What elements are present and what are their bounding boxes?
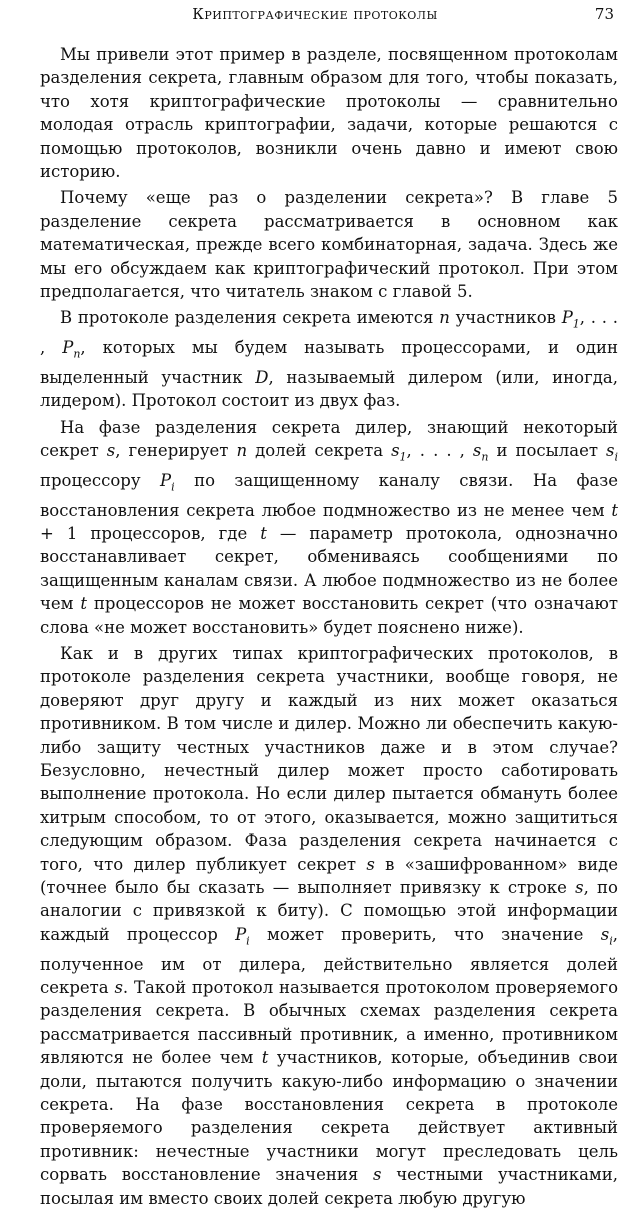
text-run: , . . . ,: [406, 441, 473, 461]
text-run: в «зашифрованном» виде (точнее было бы сказать — выполняет привязку к строке: [40, 854, 618, 897]
math-symbol: s: [575, 878, 584, 897]
text-run: , по аналогии с привязкой к биту). С помощью этой информации каждый процессор: [40, 878, 618, 944]
math-symbol: t: [261, 1048, 269, 1068]
math-symbol: t: [611, 500, 618, 520]
text-run: , генерирует: [115, 441, 237, 461]
text-run: участников, которые, объединив свои доли, пытаются получить какую-либо информацию о значении секрета. На фазе восстановления секрета в протоколе проверяемого разделения секрета действует активный противник: нечестные участники могут преследовать цель сорвать восстановление значения: [40, 1048, 618, 1185]
text-run: На фазе разделения секрета дилер, знающий некоторый секрет: [40, 417, 618, 461]
page-number: 73: [594, 5, 614, 23]
text-run: , которых мы будем называть процессорами, и один выделенный участник: [40, 338, 618, 387]
text-run: , . . . ,: [40, 308, 618, 358]
math-symbol: P: [160, 470, 172, 490]
text-run: , полученное им от дилера, действительно является долей секрета: [40, 924, 618, 997]
text-run: процессоров не может восстановить секрет (что означают слова «не может восстановить» будет пояснено ниже).: [40, 594, 618, 637]
math-symbol: s: [391, 441, 400, 461]
text-run: процессору: [40, 470, 160, 490]
math-symbol: t: [80, 594, 88, 614]
math-symbol: P: [62, 338, 74, 358]
paragraph: [40, 186, 618, 303]
subscript: i: [609, 934, 613, 948]
text-run: В протоколе разделения секрета имеются: [60, 308, 440, 328]
subscript: n: [73, 347, 81, 361]
text-run: долей секрета: [247, 441, 392, 461]
text-run: + 1 процессоров, где: [40, 523, 261, 543]
math-symbol: P: [561, 308, 573, 328]
math-symbol: n: [236, 441, 248, 461]
text-run: . Такой протокол называется протоколом проверяемого разделения секрета. В обычных схемах разделения секрета рассматривается пассивный противник, а именно, противником являются не более чем: [40, 977, 619, 1068]
text-run: Почему «еще раз о разделении секрета»? В главе 5 разделение секрета рассматривается в основном как математическая, прежде всего комбинаторная, задача. Здесь же мы его обсуждаем как криптографический протокол. При этом предполагается, что читатель знаком с главой 5.: [40, 188, 618, 302]
subscript: 1: [399, 450, 407, 464]
subscript: i: [171, 480, 175, 494]
math-symbol: s: [106, 441, 116, 461]
text-run: , называемый дилером (или, иногда, лидером). Протокол состоит из двух фаз.: [40, 367, 618, 411]
math-symbol: s: [366, 854, 375, 874]
text-run: честными участниками, посылая им вместо своих долей секрета любую другую: [40, 1165, 618, 1208]
math-symbol: n: [439, 308, 450, 328]
math-symbol: s: [600, 924, 610, 944]
subscript: i: [614, 450, 618, 464]
text-run: может проверить, что значение: [249, 924, 601, 944]
subscript: n: [481, 450, 489, 464]
text-run: участников: [449, 308, 562, 328]
math-symbol: D: [255, 367, 269, 387]
math-symbol: s: [114, 977, 123, 997]
running-title: Криптографические протоколы: [192, 5, 438, 23]
text-run: по защищенному каналу связи. На фазе восстановления секрета любое подмножество из не менее чем: [40, 470, 618, 520]
text-run: — параметр протокола, однозначно восстанавливает секрет, обмениваясь сообщениями по защищенным каналам связи. А любое подмножество из не более чем: [40, 523, 618, 614]
text-run: Как и в других типах криптографических протоколов, в протоколе разделения секрета участники, вообще говоря, не доверяют друг другу и каждый из них может оказаться противником. В том числе и дилер. Можно ли обеспечить какую-либо защиту честных участников даже и в этом случае? Безусловно, нечестный дилер может просто саботировать выполнение протокола. Но если дилер пытается обмануть более хитрым способом, то от этого, оказывается, можно защититься следующим образом. Фаза разделения секрета начинается с того, что дилер публикует секрет: [40, 643, 618, 874]
math-symbol: P: [235, 924, 247, 944]
subscript: i: [246, 934, 250, 948]
subscript: 1: [572, 317, 580, 331]
running-head: [0, 4, 630, 26]
text-run: Мы привели этот пример в разделе, посвященном протоколам разделения секрета, главным образом для того, чтобы показать, что хотя криптографические протоколы — сравнительно молодая отрасль криптографии, задачи, которые решаются с помощью протоколов, возникли очень давно и имеют свою историю.: [40, 45, 618, 182]
body-text: [40, 43, 618, 1213]
math-symbol: s: [373, 1165, 382, 1185]
paragraph: [40, 416, 618, 639]
math-symbol: t: [260, 523, 267, 543]
math-symbol: s: [605, 441, 615, 461]
paragraph: [40, 306, 618, 412]
math-symbol: s: [472, 441, 482, 461]
paragraph: [40, 642, 618, 1210]
text-run: и посылает: [488, 441, 606, 461]
paragraph: [40, 43, 618, 183]
